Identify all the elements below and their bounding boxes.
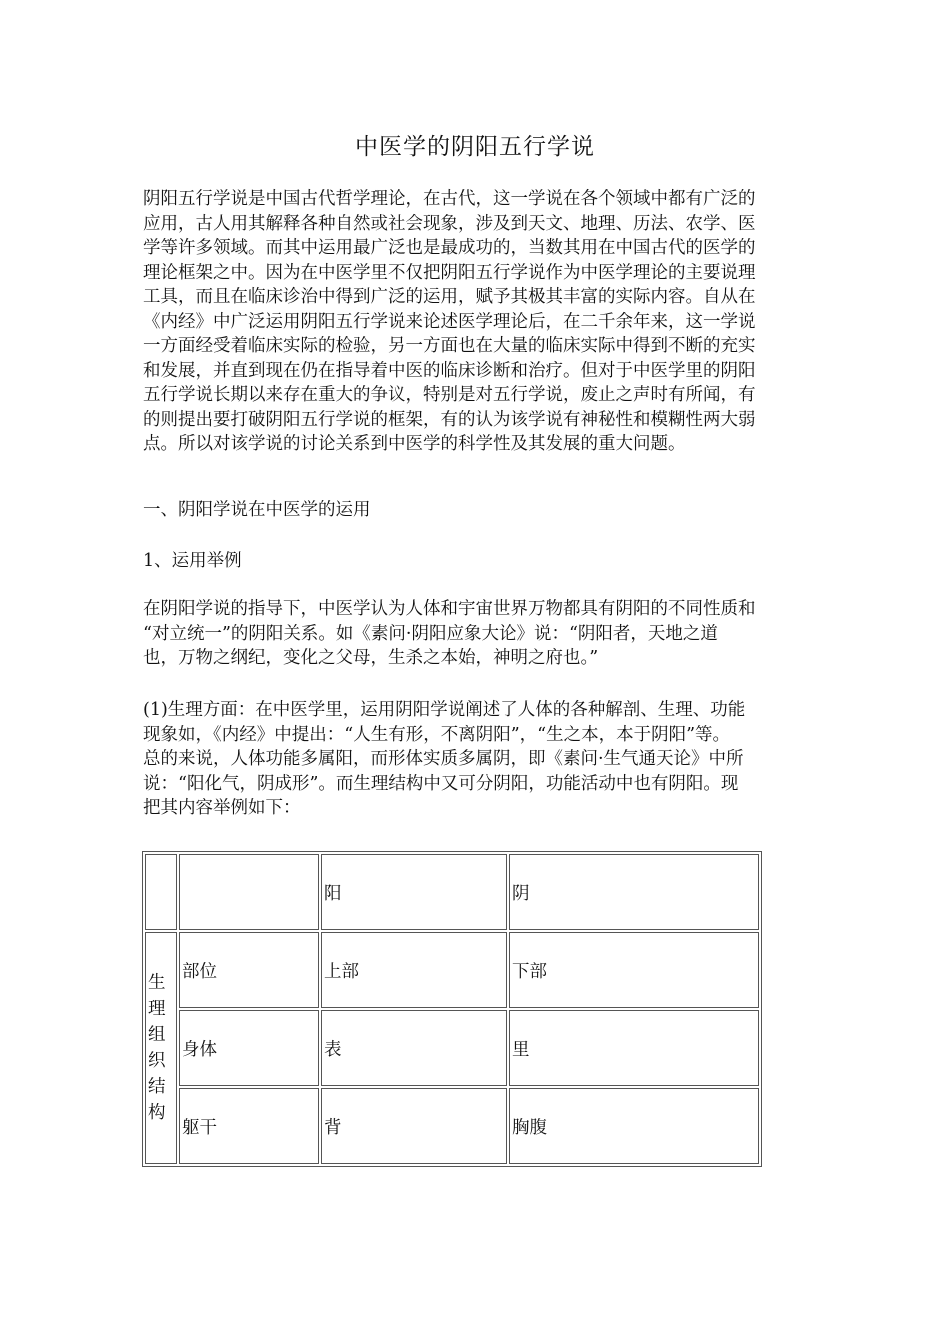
row-yang: 上部 xyxy=(321,932,507,1008)
subsection-heading: 1、运用举例 xyxy=(143,551,242,571)
table-cell-empty xyxy=(145,854,177,930)
text-line: 阴阳五行学说是中国古代哲学理论，在古代，这一学说在各个领域中都有广泛的 xyxy=(143,189,756,209)
table-row xyxy=(145,932,759,1008)
table-row xyxy=(145,1010,759,1086)
table-row xyxy=(145,1088,759,1164)
paragraph-2 xyxy=(143,597,809,671)
text-line: 和发展，并直到现在仍在指导着中医的临床诊断和治疗。但对于中医学里的阴阳 xyxy=(143,360,756,381)
text-line: 说：“阳化气，阴成形”。而生理结构中又可分阴阳，功能活动中也有阴阳。现 xyxy=(143,773,739,794)
section-heading: 一、阴阳学说在中医学的运用 xyxy=(143,500,371,520)
paragraph-3 xyxy=(143,698,809,821)
intro-paragraph xyxy=(143,187,809,457)
text-line: 现象如，《内经》中提出：“人生有形，不离阴阳”，“生之本，本于阴阳”等。 xyxy=(143,724,731,745)
table-cell-empty xyxy=(179,854,319,930)
text-line: 把其内容举例如下： xyxy=(143,798,301,818)
text-line: 五行学说长期以来存在重大的争议，特别是对五行学说，废止之声时有所闻，有 xyxy=(143,385,756,405)
text-line: 在阴阳学说的指导下，中医学认为人体和宇宙世界万物都具有阴阳的不同性质和 xyxy=(143,599,756,619)
text-line: 《内经》中广泛运用阴阳五行学说来论述医学理论后，在二千余年来，这一学说 xyxy=(143,311,756,332)
document-title: 中医学的阴阳五行学说 xyxy=(355,134,595,160)
text-line: 点。所以对该学说的讨论关系到中医学的科学性及其发展的重大问题。 xyxy=(143,434,686,454)
row-item: 躯干 xyxy=(179,1088,319,1164)
text-line: 学等许多领域。而其中运用最广泛也是最成功的，当数其用在中国古代的医学的 xyxy=(143,238,756,258)
text-line: 应用，古人用其解释各种自然或社会现象，涉及到天文、地理、历法、农学、医 xyxy=(143,213,756,234)
text-line: 的则提出要打破阴阳五行学说的框架，有的认为该学说有神秘性和模糊性两大弱 xyxy=(143,409,756,430)
header-yin: 阴 xyxy=(509,854,759,930)
text-line: 也，万物之纲纪，变化之父母，生杀之本始，神明之府也。” xyxy=(143,648,599,668)
table-header-row xyxy=(145,854,759,930)
text-line: 理论框架之中。因为在中医学里不仅把阴阳五行学说作为中医学理论的主要说理 xyxy=(143,262,756,283)
row-yin: 里 xyxy=(509,1010,759,1086)
text-line: 工具，而且在临床诊治中得到广泛的运用，赋予其极其丰富的实际内容。自从在 xyxy=(143,287,756,307)
header-yang: 阳 xyxy=(321,854,507,930)
text-line: (1)生理方面：在中医学里，运用阴阳学说阐述了人体的各种解剖、生理、功能 xyxy=(143,700,746,720)
yin-yang-table xyxy=(142,851,762,1167)
text-line: “对立统一”的阴阳关系。如《素问·阴阳应象大论》说：“阴阳者，天地之道 xyxy=(143,623,718,644)
row-yang: 背 xyxy=(321,1088,507,1164)
row-yang: 表 xyxy=(321,1010,507,1086)
row-item: 部位 xyxy=(179,932,319,1008)
text-line: 一方面经受着临床实际的检验，另一方面也在大量的临床实际中得到不断的充实 xyxy=(143,336,756,356)
row-yin: 胸腹 xyxy=(509,1088,759,1164)
row-yin: 下部 xyxy=(509,932,759,1008)
text-line: 总的来说，人体功能多属阳，而形体实质多属阴，即《素问·生气通天论》中所 xyxy=(143,749,744,769)
row-item: 身体 xyxy=(179,1010,319,1086)
group-label-physiological-structure: 生 理 组 织 结 构 xyxy=(145,932,177,1164)
